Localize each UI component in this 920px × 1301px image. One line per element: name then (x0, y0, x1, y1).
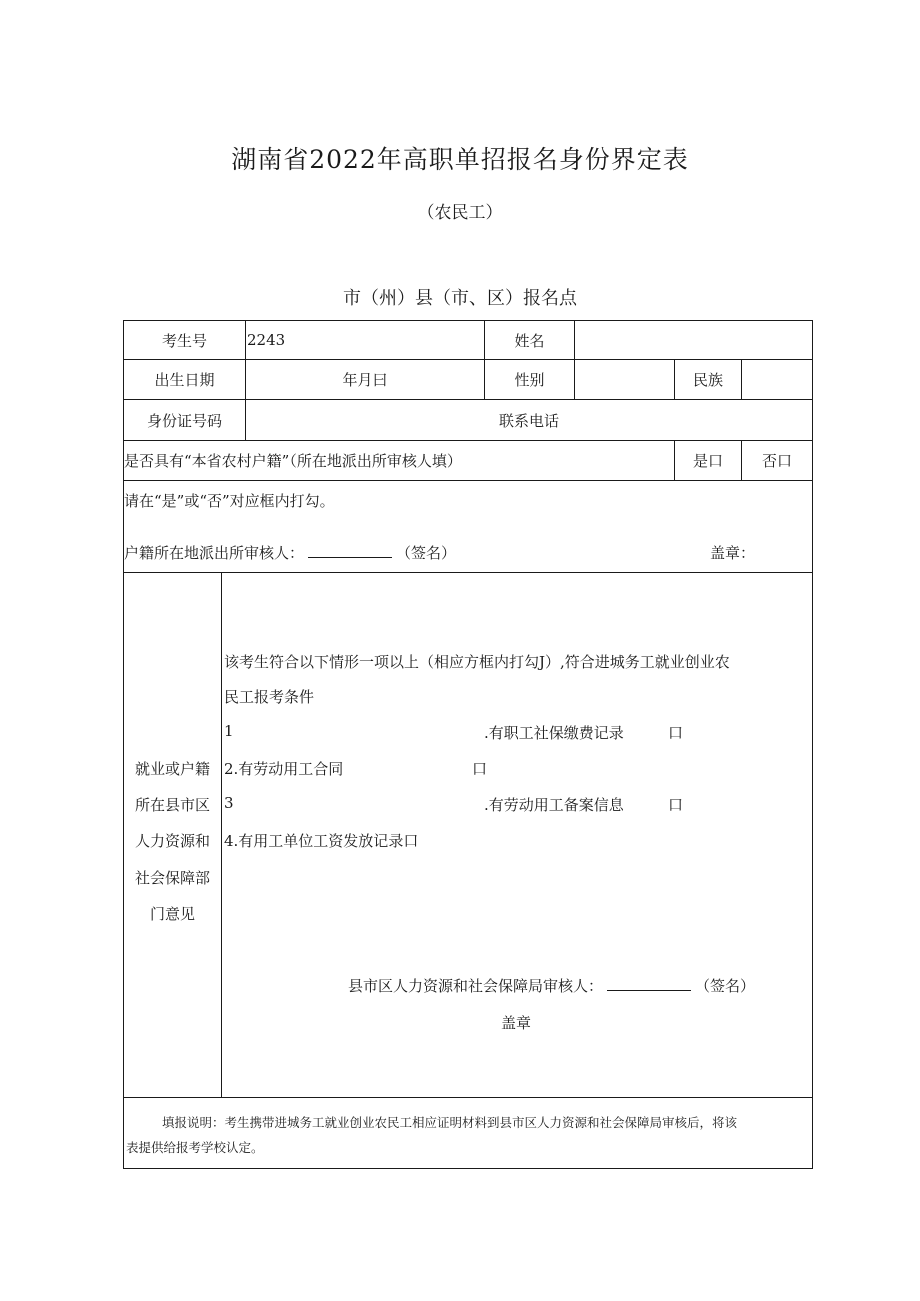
location-line: 市（州）县（市、区）报名点 (343, 288, 577, 309)
ethnicity-label: 民族 (692, 371, 723, 389)
hr-side-label-1: 就业或户籍 (134, 760, 210, 778)
page-subtitle: （农民工） (417, 203, 503, 223)
hr-intro-line-1: 该考生符合以下情形一项以上（相应方框内打勾J）,符合进城务工就业创业农 (224, 653, 730, 671)
name-label: 姓名 (514, 331, 545, 350)
phone-label: 联系电话 (498, 411, 559, 430)
condition-1-text: .有职工社保缴费记录 (484, 724, 624, 742)
condition-2-checkbox[interactable]: 口 (472, 760, 488, 778)
condition-3-checkbox[interactable]: 口 (668, 796, 684, 814)
police-reviewer-label: 户籍所在地派出所审核人： (124, 544, 305, 562)
condition-3-text: .有劳动用工备案信息 (484, 796, 624, 814)
check-instruction: 请在“是”或“否”对应框内打勾。 (124, 492, 335, 510)
birth-date-value[interactable]: 年月曰 (342, 371, 388, 389)
hr-side-label-3: 人力资源和 (134, 832, 210, 850)
police-reviewer-line (124, 542, 456, 563)
footnote-line-2: 表提供给报考学校认定。 (126, 1140, 264, 1155)
no-checkbox[interactable]: 否口 (761, 452, 792, 470)
hr-side-label-4: 社会保障部 (134, 869, 210, 887)
condition-1-number: 1 (224, 722, 234, 740)
police-sign-label: （签名） (396, 544, 457, 562)
police-seal-label: 盖章： (710, 544, 756, 562)
id-number-label: 身份证号码 (146, 411, 222, 430)
hr-seal-label: 盖章 (501, 1014, 532, 1032)
hukou-question: 是否具有“本省农村户籍”（所在地派出所审核人填） (124, 452, 462, 470)
exam-number-value[interactable]: 2243 (247, 331, 286, 349)
footnote-line-1: 填报说明：考生携带进城务工就业创业农民工相应证明材料到县市区人力资源和社会保障局审核后，将该 (162, 1115, 738, 1130)
hr-side-label-2: 所在县市区 (134, 796, 210, 814)
birth-date-label: 出生日期 (154, 371, 215, 389)
hr-signature-field[interactable] (607, 978, 691, 991)
condition-1-checkbox[interactable]: 口 (668, 724, 684, 742)
name-value[interactable] (575, 321, 812, 359)
condition-2-text: 2.有劳动用工合同 (224, 760, 344, 778)
yes-checkbox[interactable]: 是口 (692, 452, 723, 470)
hr-sign-label: （签名） (695, 977, 756, 995)
police-signature-field[interactable] (308, 545, 392, 558)
gender-value[interactable] (575, 360, 674, 399)
hr-side-label-5: 门意见 (149, 905, 195, 923)
hr-intro-line-2: 民工报考条件 (224, 688, 315, 706)
page-title: 湖南省2022年高职单招报名身份界定表 (231, 145, 689, 174)
gender-label: 性别 (514, 371, 545, 389)
exam-number-label: 考生号 (161, 331, 207, 350)
hr-reviewer-line (348, 975, 755, 996)
condition-4-text[interactable]: 4.有用工单位工资发放记录口 (224, 832, 419, 850)
footnote (126, 1110, 810, 1160)
hr-reviewer-label: 县市区人力资源和社会保障局审核人： (348, 977, 604, 995)
condition-3-number: 3 (224, 794, 234, 812)
ethnicity-value[interactable] (742, 360, 812, 399)
